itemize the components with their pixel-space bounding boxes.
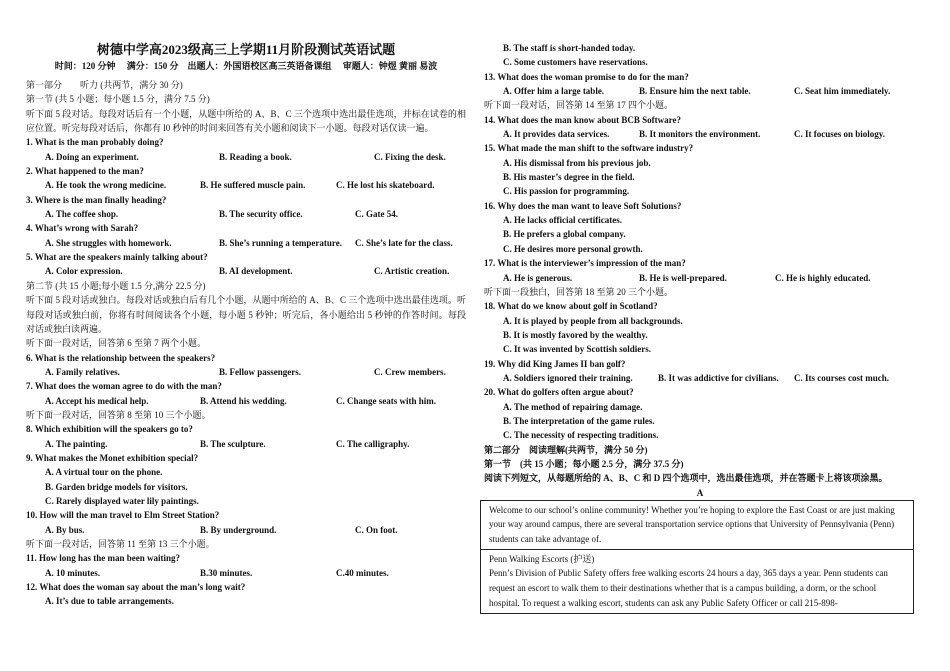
option-a[interactable]: A. 10 minutes. <box>45 567 101 578</box>
option-c[interactable]: C. Fixing the desk. <box>374 151 446 162</box>
option-b[interactable]: B. It monitors the environment. <box>639 129 761 140</box>
option-b[interactable]: B.30 minutes. <box>200 567 253 578</box>
option-a[interactable]: A. She struggles with homework. <box>45 237 172 248</box>
option-b[interactable]: B. Ensure him the next table. <box>639 86 751 97</box>
question-18-option-a[interactable]: A. It is played by people from all backgrounds. <box>503 315 683 326</box>
question-20-option-b[interactable]: B. The interpretation of the game rules. <box>503 415 655 426</box>
section1-heading: 第一节 (共 5 小题；每小题 1.5 分，满分 7.5 分) <box>26 94 210 105</box>
question-17-options <box>484 271 916 285</box>
option-b[interactable]: B. Attend his wedding. <box>200 395 287 406</box>
question-13-options <box>484 84 916 98</box>
question-12-stem: 12. What does the woman say about the man’s long wait? <box>26 582 246 593</box>
question-20-option-c[interactable]: C. The necessity of respecting traditions. <box>503 430 659 441</box>
question-1-options <box>26 150 466 164</box>
option-b[interactable]: B. By underground. <box>200 524 277 535</box>
question-9-option-c[interactable]: C. Rarely displayed water lily paintings. <box>45 495 199 506</box>
part1-heading: 第一部分 听力 (共两节，满分 30 分) <box>26 80 183 90</box>
part2-heading: 第二部分 阅读理解(共两节，满分 50 分) <box>484 444 648 455</box>
option-b[interactable]: B. Reading a book. <box>219 151 292 162</box>
option-a[interactable]: A. The painting. <box>45 438 108 449</box>
question-6-stem: 6. What is the relationship between the speakers? <box>26 352 216 363</box>
question-17-stem: 17. What is the interviewer’s impression of the man? <box>484 258 686 269</box>
question-3-stem: 3. Where is the man finally heading? <box>26 194 167 205</box>
question-18-option-b[interactable]: B. It is mostly favored by the wealthy. <box>503 329 648 340</box>
question-2-options <box>26 178 466 192</box>
question-9-stem: 9. What makes the Monet exhibition special? <box>26 452 199 463</box>
option-b[interactable]: B. AI development. <box>219 266 293 277</box>
passage-intro-box <box>480 500 914 550</box>
question-20-option-a[interactable]: A. The method of repairing damage. <box>503 401 643 412</box>
question-10-options <box>26 523 466 537</box>
question-15-option-b[interactable]: B. His master’s degree in the field. <box>503 172 635 183</box>
walking-escorts-title: Penn Walking Escorts (护送) <box>489 553 595 564</box>
option-c[interactable]: C. Seat him immediately. <box>794 86 891 97</box>
exam-meta: 时间：120 分钟 满分：150 分 出题人：外国语校区高三英语备课组 审题人：钟煜 黄丽 易波 <box>54 61 438 71</box>
option-a[interactable]: A. Accept his medical help. <box>45 395 149 406</box>
option-b[interactable]: B. She’s running a temperature. <box>219 237 343 248</box>
question-16-option-c[interactable]: C. He desires more personal growth. <box>503 243 643 254</box>
walking-escorts-box <box>480 550 914 614</box>
option-a[interactable]: A. The coffee shop. <box>45 209 119 220</box>
option-c[interactable]: C. Crew members. <box>374 366 446 377</box>
question-4-stem: 4. What’s wrong with Sarah? <box>26 223 139 234</box>
question-2-stem: 2. What happened to the man? <box>26 166 144 177</box>
question-16-stem: 16. Why does the man want to leave Soft Solutions? <box>484 200 682 211</box>
question-11-options <box>26 566 466 580</box>
option-c[interactable]: C. It focuses on biology. <box>794 129 886 140</box>
left-column <box>26 0 466 609</box>
passage-intro-text: Welcome to our school’s online community! Whether you’re hoping to explore the East Coast or are just making your way around campus, there are several transportation service options that University of Pennsylvania (Penn) students can take advantage of. <box>489 504 895 545</box>
passage-label: A <box>696 487 704 498</box>
question-9-option-a[interactable]: A. A virtual tour on the phone. <box>45 467 163 478</box>
option-b[interactable]: B. He suffered muscle pain. <box>200 180 306 191</box>
option-c[interactable]: C. On foot. <box>355 524 398 535</box>
reading-section1-heading: 第一节 (共 15 小题；每小题 2.5 分，满分 37.5 分) <box>484 458 684 469</box>
question-6-options <box>26 365 466 379</box>
option-a[interactable]: A. He is generous. <box>503 272 573 283</box>
listening-note-11-13: 听下面一段对话，回答第 11 至第 13 三个小题。 <box>26 539 215 549</box>
question-7-options <box>26 394 466 408</box>
question-15-option-c[interactable]: C. His passion for programming. <box>503 186 630 197</box>
option-a[interactable]: A. Family relatives. <box>45 366 120 377</box>
question-19-options <box>484 371 916 385</box>
question-13-stem: 13. What does the woman promise to do for the man? <box>484 71 689 82</box>
question-4-options <box>26 236 466 250</box>
section2-heading: 第二节 (共 15 小题;每小题 1.5 分,满分 22.5 分) <box>26 280 206 291</box>
walking-escorts-text: Penn’s Division of Public Safety offers free walking escorts 24 hours a day, 365 days a year. Penn students can request an escort to walk them to their destinations whether that is a campus building, a dorm, or the school hospital. To request a walking escort, students can ask any Public Safety Officer or call 215-898- <box>489 568 888 608</box>
question-18-option-c[interactable]: C. It was invented by Scottish soldiers. <box>503 344 652 355</box>
question-15-stem: 15. What made the man shift to the software industry? <box>484 143 694 154</box>
option-c[interactable]: C. Its courses cost much. <box>794 372 889 383</box>
question-12-option-a[interactable]: A. It’s due to table arrangements. <box>45 596 174 607</box>
reading-instructions: 阅读下列短文，从每题所给的 A、B、C 和 D 四个选项中，选出最佳选项，并在答题卡上将该项涂黑。 <box>484 473 888 484</box>
question-11-stem: 11. How long has the man been waiting? <box>26 553 181 564</box>
listening-note-18-20: 听下面一段独白，回答第 18 至第 20 三个小题。 <box>484 286 674 297</box>
option-a[interactable]: A. Offer him a large table. <box>503 86 605 97</box>
option-c[interactable]: C.40 minutes. <box>336 567 389 578</box>
listening-note-6-7: 听下面一段对话，回答第 6 至第 7 两个小题。 <box>26 338 207 349</box>
option-c[interactable]: C. The calligraphy. <box>336 438 410 449</box>
question-19-stem: 19. Why did King James II ban golf? <box>484 358 626 369</box>
option-b[interactable]: B. It was addictive for civilians. <box>658 372 779 383</box>
question-8-options <box>26 437 466 451</box>
listening-note-14-17: 听下面一段对话，回答第 14 至第 17 四个小题。 <box>484 100 674 111</box>
question-7-stem: 7. What does the woman agree to do with the man? <box>26 381 222 392</box>
question-10-stem: 10. How will the man travel to Elm Street Station? <box>26 510 220 521</box>
section1-instructions: 听下面 5 段对话。每段对话后有一个小题，从题中所给的 A、B、C 三个选项中选出最佳选项，并标在试卷的相应位置。听完每段对话后，你都有 l0 秒钟的时间来回答有关小题和阅读下一小题。每段对话仅读一遍。 <box>26 108 466 134</box>
option-a[interactable]: A. He took the wrong medicine. <box>45 180 167 191</box>
question-16-option-a[interactable]: A. He lacks official certificates. <box>503 215 622 226</box>
option-a[interactable]: A. Color expression. <box>45 266 123 277</box>
option-a[interactable]: A. It provides data services. <box>503 129 610 140</box>
option-b[interactable]: B. Fellow passengers. <box>219 366 301 377</box>
question-3-options <box>26 207 466 221</box>
question-9-option-b[interactable]: B. Garden bridge models for visitors. <box>45 481 188 492</box>
option-a[interactable]: A. By bus. <box>45 524 85 535</box>
question-15-option-a[interactable]: A. His dismissal from his previous job. <box>503 157 651 168</box>
question-5-stem: 5. What are the speakers mainly talking about? <box>26 252 208 263</box>
passage-a <box>480 500 914 614</box>
question-14-options <box>484 127 916 141</box>
option-c[interactable]: C. He is highly educated. <box>775 272 871 283</box>
question-12-option-c[interactable]: C. Some customers have reservations. <box>503 57 648 68</box>
listening-note-8-10: 听下面一段对话，回答第 8 至第 10 三个小题。 <box>26 409 211 420</box>
option-c[interactable]: C. Artistic creation. <box>374 266 450 277</box>
question-20-stem: 20. What do golfers often argue about? <box>484 387 634 398</box>
option-c[interactable]: C. Gate 54. <box>355 209 398 220</box>
option-b[interactable]: B. He is well-prepared. <box>639 272 727 283</box>
question-12-option-b[interactable]: B. The staff is short-handed today. <box>503 43 636 53</box>
option-b[interactable]: B. The sculpture. <box>200 438 266 449</box>
option-b[interactable]: B. The security office. <box>219 209 303 220</box>
option-c[interactable]: C. She’s late for the class. <box>355 237 453 248</box>
right-column <box>484 41 916 614</box>
question-8-stem: 8. Which exhibition will the speakers go to? <box>26 424 193 435</box>
option-a[interactable]: A. Doing an experiment. <box>45 151 139 162</box>
question-18-stem: 18. What do we know about golf in Scotland? <box>484 301 658 312</box>
question-16-option-b[interactable]: B. He prefers a global company. <box>503 229 626 240</box>
option-a[interactable]: A. Soldiers ignored their training. <box>503 372 633 383</box>
question-5-options <box>26 264 466 278</box>
option-c[interactable]: C. He lost his skateboard. <box>336 180 435 191</box>
section2-instructions: 听下面 5 段对话或独白。每段对话或独白后有几个小题，从题中所给的 A、B、C 三个选项中选出最佳选项。听每段对话或独白前，你将有时间阅读各个小题，每小题 5 秒钟；听完后，各小题给出 5 秒钟的作答时间。每段对话或独白读两遍。 <box>26 295 466 334</box>
question-1-stem: 1. What is the man probably doing? <box>26 137 164 148</box>
option-c[interactable]: C. Change seats with him. <box>336 395 437 406</box>
question-14-stem: 14. What does the man know about BCB Software? <box>484 114 681 125</box>
exam-title: 树德中学高2023级高三上学期11月阶段测试英语试题 <box>96 42 396 57</box>
